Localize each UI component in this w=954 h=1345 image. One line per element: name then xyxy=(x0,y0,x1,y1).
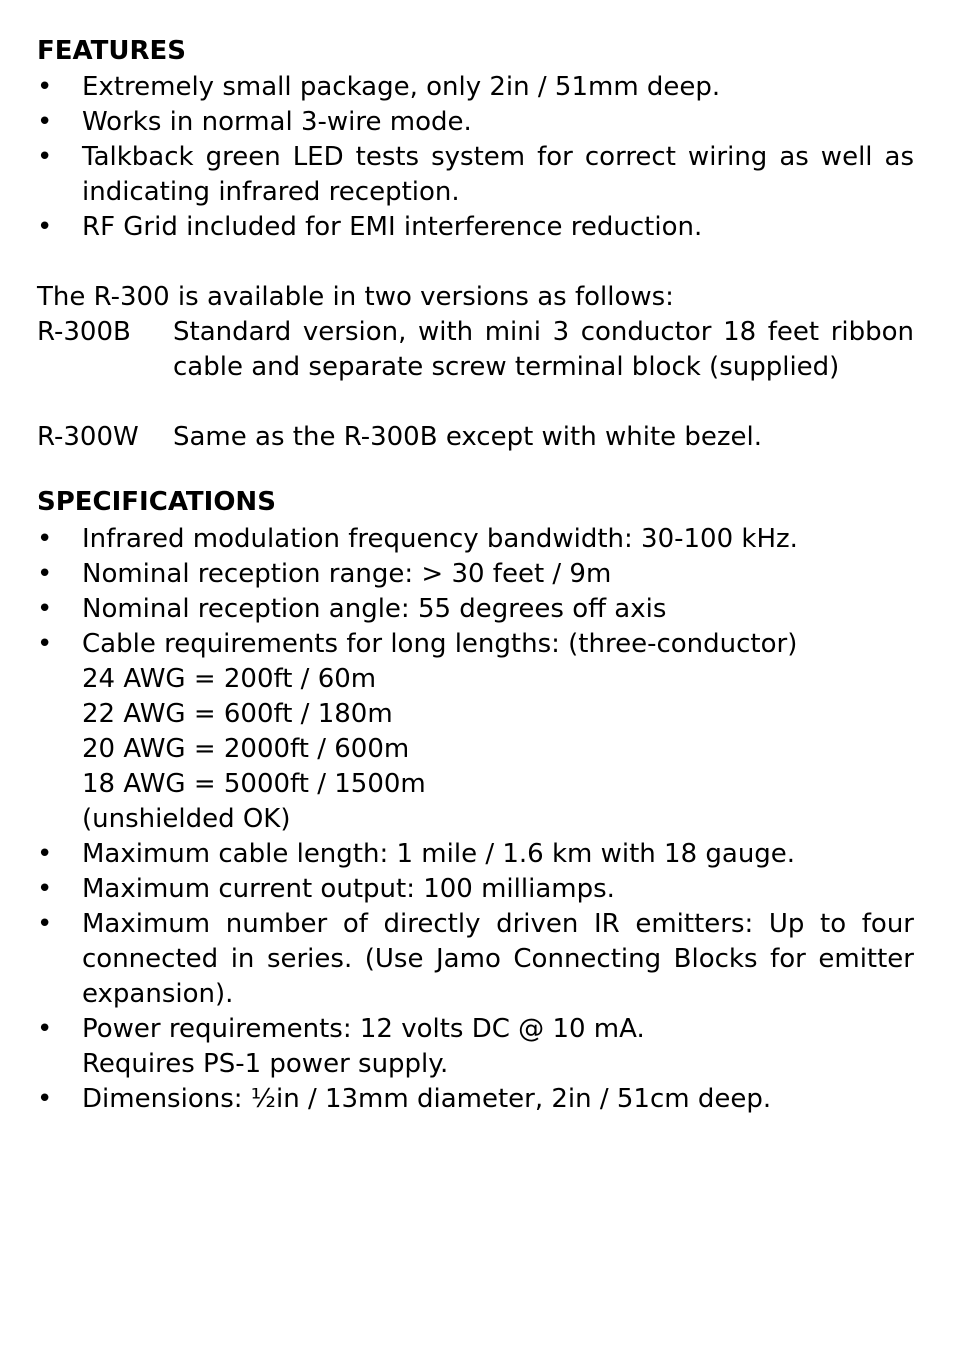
spec-item xyxy=(37,1082,914,1117)
spec-item xyxy=(37,872,914,907)
spec-text: Power requirements: 12 volts DC @ 10 mA. xyxy=(82,1014,645,1044)
version-spacer xyxy=(37,385,914,420)
specifications-heading: SPECIFICATIONS xyxy=(37,487,276,517)
version-row-r300w xyxy=(37,420,914,455)
bullet-icon: • xyxy=(37,524,53,554)
feature-text: Works in normal 3-wire mode. xyxy=(82,107,472,137)
bullet-icon: • xyxy=(37,874,53,904)
feature-item xyxy=(37,105,914,140)
version-description: Standard version, with mini 3 conductor 18 feet ribbon cable and separate screw terminal block (supplied) xyxy=(173,317,914,382)
spec-sub-line: Requires PS-1 power supply. xyxy=(82,1049,449,1079)
bullet-icon: • xyxy=(37,72,53,102)
spec-text: Maximum number of directly driven IR emitters: Up to four connected in series. (Use Jamo Connecting Blocks for emitter expansion). xyxy=(82,909,914,1009)
version-description: Same as the R-300B except with white bezel. xyxy=(173,422,763,452)
bullet-icon: • xyxy=(37,594,53,624)
spec-text: Nominal reception angle: 55 degrees off axis xyxy=(82,594,667,624)
section-spacer xyxy=(37,455,914,485)
spec-text: Dimensions: ½in / 13mm diameter, 2in / 51cm deep. xyxy=(82,1084,772,1114)
version-code: R-300W xyxy=(37,422,139,452)
bullet-icon: • xyxy=(37,909,53,939)
spec-item xyxy=(37,557,914,592)
spec-sub-line: 24 AWG = 200ft / 60m xyxy=(82,664,377,694)
features-heading: FEATURES xyxy=(37,36,186,66)
features-section xyxy=(37,34,914,245)
spec-text: Infrared modulation frequency bandwidth: 30-100 kHz. xyxy=(82,524,798,554)
version-row-r300b xyxy=(37,315,914,385)
bullet-icon: • xyxy=(37,629,53,659)
spec-item xyxy=(37,907,914,1012)
bullet-icon: • xyxy=(37,839,53,869)
bullet-icon: • xyxy=(37,1084,53,1114)
spec-text: Maximum cable length: 1 mile / 1.6 km with 18 gauge. xyxy=(82,839,796,869)
specifications-section xyxy=(37,485,914,1117)
spec-sub-line: 20 AWG = 2000ft / 600m xyxy=(82,734,410,764)
spec-item xyxy=(37,1012,914,1082)
versions-section xyxy=(37,280,914,455)
bullet-icon: • xyxy=(37,142,53,172)
spec-sub-line: 22 AWG = 600ft / 180m xyxy=(82,699,393,729)
spec-sub-line: 18 AWG = 5000ft / 1500m xyxy=(82,769,426,799)
features-list xyxy=(37,70,914,245)
version-code: R-300B xyxy=(37,317,131,347)
spec-item xyxy=(37,592,914,627)
bullet-icon: • xyxy=(37,212,53,242)
spec-item xyxy=(37,837,914,872)
feature-text: RF Grid included for EMI interference reduction. xyxy=(82,212,703,242)
spec-sub-line: (unshielded OK) xyxy=(82,804,291,834)
feature-text: Talkback green LED tests system for correct wiring as well as indicating infrared reception. xyxy=(82,142,914,207)
section-spacer xyxy=(37,245,914,280)
feature-item xyxy=(37,70,914,105)
bullet-icon: • xyxy=(37,107,53,137)
spec-item xyxy=(37,627,914,837)
spec-text: Maximum current output: 100 milliamps. xyxy=(82,874,615,904)
spec-item xyxy=(37,522,914,557)
bullet-icon: • xyxy=(37,559,53,589)
feature-item xyxy=(37,210,914,245)
spec-text: Nominal reception range: > 30 feet / 9m xyxy=(82,559,612,589)
feature-text: Extremely small package, only 2in / 51mm deep. xyxy=(82,72,721,102)
specifications-list xyxy=(37,522,914,1117)
spec-text: Cable requirements for long lengths: (three-conductor) xyxy=(82,629,798,659)
versions-intro: The R-300 is available in two versions as follows: xyxy=(37,282,674,312)
bullet-icon: • xyxy=(37,1014,53,1044)
feature-item xyxy=(37,140,914,210)
